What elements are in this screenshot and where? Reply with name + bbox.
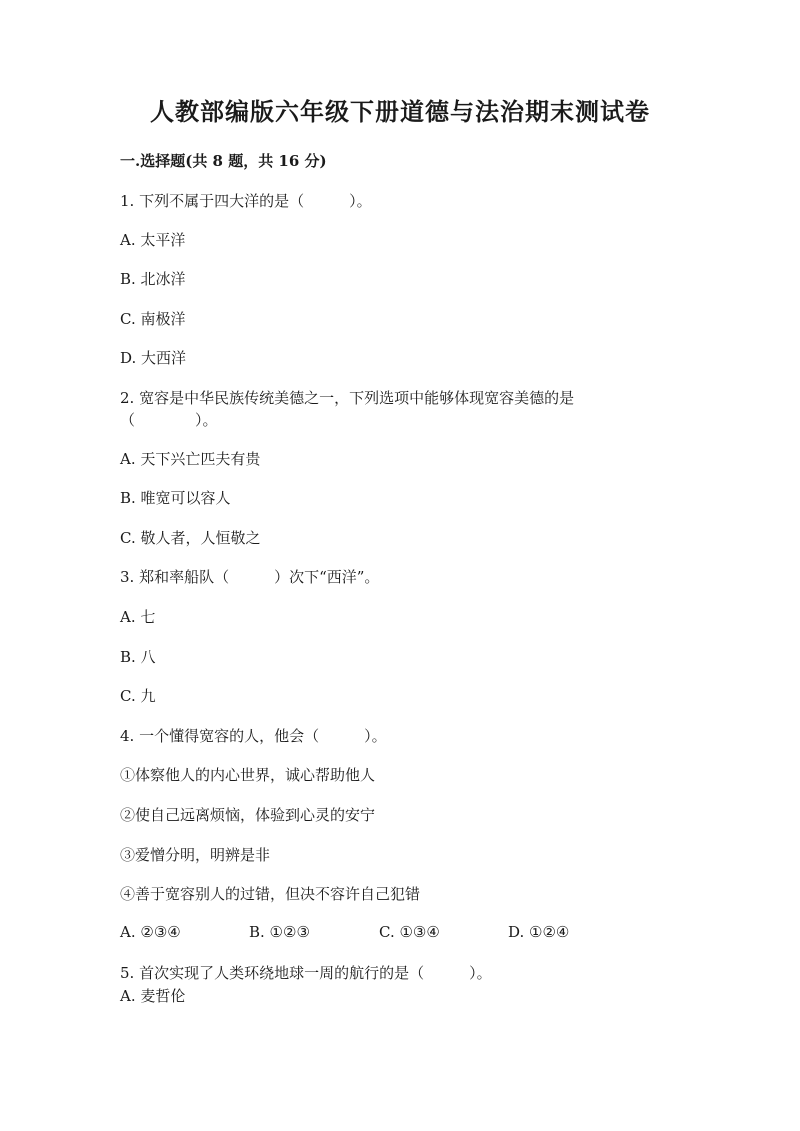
question-4-option-b: B. ①②③ xyxy=(249,923,310,941)
question-3-option-a: A. 七 xyxy=(120,608,156,626)
question-1-option-a: A. 太平洋 xyxy=(120,231,186,249)
question-2-option-a: A. 天下兴亡匹夫有贵 xyxy=(120,450,261,468)
question-3-stem: 3. 郑和率船队（ ）次下“西洋”。 xyxy=(120,568,380,586)
question-4-option-d: D. ①②④ xyxy=(508,923,570,941)
question-4-statement-2: ②使自己远离烦恼，体验到心灵的安宁 xyxy=(120,806,376,824)
section-heading: 一.选择题(共 8 题，共 16 分) xyxy=(120,152,327,170)
question-4-option-c: C. ①③④ xyxy=(379,923,440,941)
question-4-statement-4: ④善于宽容别人的过错，但决不容许自己犯错 xyxy=(120,885,421,903)
question-2-option-c: C. 敬人者，人恒敬之 xyxy=(120,529,261,547)
question-4-stem: 4. 一个懂得宽容的人，他会（ ）。 xyxy=(120,727,387,745)
question-5-stem: 5. 首次实现了人类环绕地球一周的航行的是（ ）。 xyxy=(120,964,492,982)
exam-title: 人教部编版六年级下册道德与法治期末测试卷 xyxy=(150,97,650,126)
question-4-option-a: A. ②③④ xyxy=(120,923,181,941)
question-5-option-a: A. 麦哲伦 xyxy=(120,987,186,1005)
question-3-option-b: B. 八 xyxy=(120,648,156,666)
question-3-option-c: C. 九 xyxy=(120,687,156,705)
question-2-option-b: B. 唯宽可以容人 xyxy=(120,489,231,507)
question-1-option-b: B. 北冰洋 xyxy=(120,270,186,288)
question-1-option-c: C. 南极洋 xyxy=(120,310,186,328)
question-4-statement-1: ①体察他人的内心世界，诚心帮助他人 xyxy=(120,766,376,784)
question-1-stem: 1. 下列不属于四大洋的是（ ）。 xyxy=(120,192,372,210)
question-1-option-d: D. 大西洋 xyxy=(120,349,187,367)
question-2-stem-line2: （ ）。 xyxy=(120,411,218,429)
question-4-statement-3: ③爱憎分明，明辨是非 xyxy=(120,846,271,864)
question-2-stem-line1: 2. 宽容是中华民族传统美德之一，下列选项中能够体现宽容美德的是 xyxy=(120,389,575,407)
